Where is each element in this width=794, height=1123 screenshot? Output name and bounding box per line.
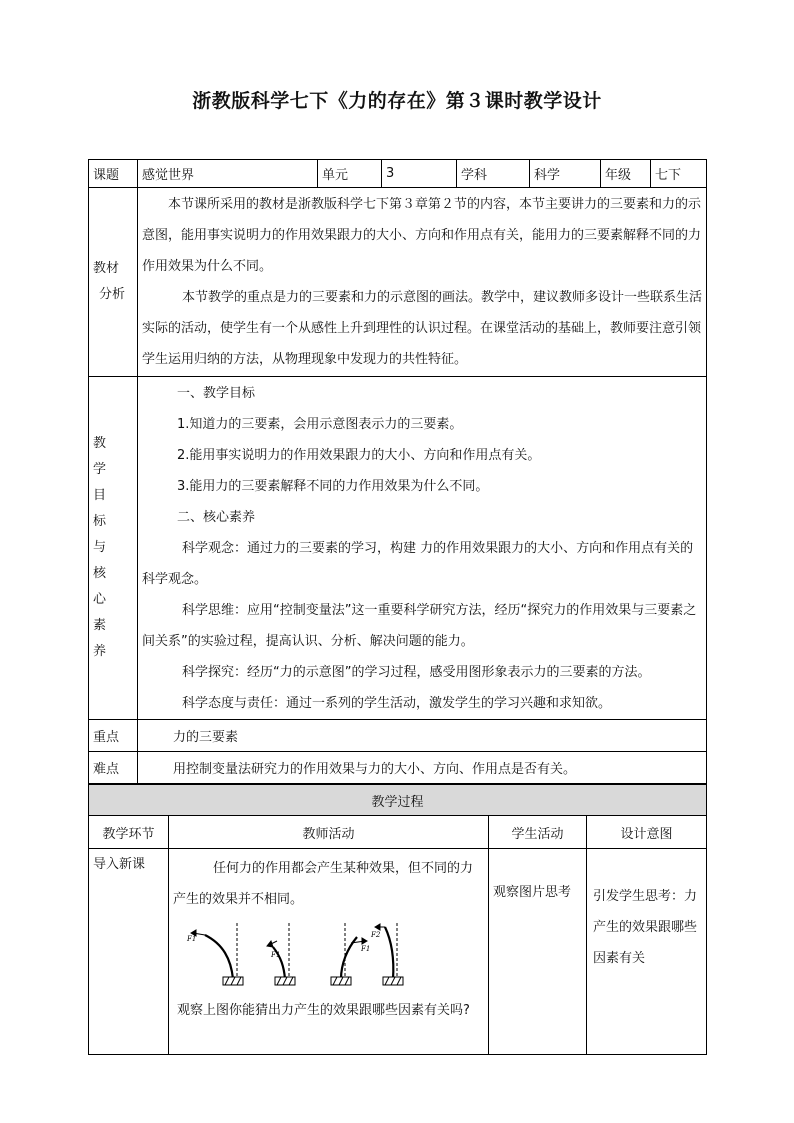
process-header: 教学过程 xyxy=(89,785,707,816)
analysis-label-l1: 教材 xyxy=(93,261,120,276)
key-point-label: 重点 xyxy=(89,720,138,752)
difficulty-label: 难点 xyxy=(89,752,138,784)
goal-item-3: 3.能用力的三要素解释不同的力作用效果为什么不同。 xyxy=(177,478,489,494)
stage-intro: 导入新课 xyxy=(89,849,169,1055)
goal-item-1: 1.知道力的三要素，会用示意图表示力的三要素。 xyxy=(177,416,463,432)
force-label-1: F1 xyxy=(187,935,197,943)
literacy-item-1: 科学观念：通过力的三要素的学习，构建 力的作用效果跟力的大小、方向和作用点有关的科学观念。 xyxy=(142,540,694,587)
force-label-4: F2 xyxy=(371,931,381,939)
col-intent: 设计意图 xyxy=(587,816,707,849)
force-label-3: F1 xyxy=(361,945,371,953)
goal-item-2: 2.能用事实说明力的作用效果跟力的大小、方向和作用点有关。 xyxy=(177,447,541,463)
topic-value: 感觉世界 xyxy=(138,160,318,188)
subject-value: 科学 xyxy=(530,160,601,188)
goals-content xyxy=(138,377,707,720)
col-teacher: 教师活动 xyxy=(169,816,489,849)
key-point-value: 力的三要素 xyxy=(138,720,707,752)
teacher-text-2: 观察上图你能猜出力产生的效果跟哪些因素有关吗? xyxy=(177,1003,470,1018)
analysis-label xyxy=(89,188,138,377)
unit-value: 3 xyxy=(382,160,457,188)
force-effect-figure xyxy=(185,919,405,991)
design-intent: 引发学生思考：力产生的效果跟哪些因素有关 xyxy=(587,849,707,1055)
goals-label-l2: 目标 xyxy=(93,488,119,529)
student-activity: 观察图片思考 xyxy=(489,849,587,1055)
literacy-item-4: 科学态度与责任：通过一系列的学生活动，激发学生的学习兴趣和求知欲。 xyxy=(182,695,612,711)
teacher-activity xyxy=(169,849,489,1055)
analysis-content xyxy=(138,188,707,377)
col-stage: 教学环节 xyxy=(89,816,169,849)
goals-label-l4: 心素 xyxy=(93,592,119,633)
grade-value: 七下 xyxy=(651,160,707,188)
difficulty-value: 用控制变量法研究力的作用效果与力的大小、方向、作用点是否有关。 xyxy=(138,752,707,784)
teaching-process-table xyxy=(88,784,707,1055)
goals-label-l5: 养 xyxy=(93,644,119,659)
goals-label xyxy=(89,377,138,720)
literacy-item-3: 科学探究：经历“力的示意图”的学习过程，感受用图形象表示力的三要素的方法。 xyxy=(182,664,651,680)
subject-label: 学科 xyxy=(457,160,530,188)
document-title: 浙教版科学七下《力的存在》第３课时教学设计 xyxy=(192,90,602,112)
analysis-paragraph-2: 本节教学的重点是力的三要素和力的示意图的画法。教学中，建议教师多设计一些联系生活实际的活动，使学生有一个从感性上升到理性的认识过程。在课堂活动的基础上，教师要注意引领学生运用归纳的方法，从物理现象中发现力的共性特征。 xyxy=(142,290,703,367)
unit-label: 单元 xyxy=(318,160,382,188)
topic-label: 课题 xyxy=(89,160,138,188)
goals-label-l1: 教学 xyxy=(93,436,119,477)
col-student: 学生活动 xyxy=(489,816,587,849)
force-label-2: F1 xyxy=(271,951,281,959)
lesson-info-table xyxy=(88,159,707,784)
teacher-text-1: 任何力的作用都会产生某种效果，但不同的力产生的效果并不相同。 xyxy=(173,861,474,907)
goals-label-l3: 与核 xyxy=(93,540,119,581)
analysis-paragraph-1: 本节课所采用的教材是浙教版科学七下第３章第２节的内容，本节主要讲力的三要素和力的示意图，能用事实说明力的作用效果跟力的大小、方向和作用点有关，能用力的三要素解释不同的力作用效果为什么不同。 xyxy=(142,197,702,274)
grade-label: 年级 xyxy=(601,160,651,188)
goals-heading: 一、教学目标 xyxy=(177,385,256,401)
literacy-item-2: 科学思维：应用“控制变量法”这一重要科学研究方法，经历“探究力的作用效果与三要素之间关系”的实验过程，提高认识、分析、解决问题的能力。 xyxy=(142,602,697,649)
literacy-heading: 二、核心素养 xyxy=(177,509,256,525)
analysis-label-l2: 分析 xyxy=(99,287,126,302)
